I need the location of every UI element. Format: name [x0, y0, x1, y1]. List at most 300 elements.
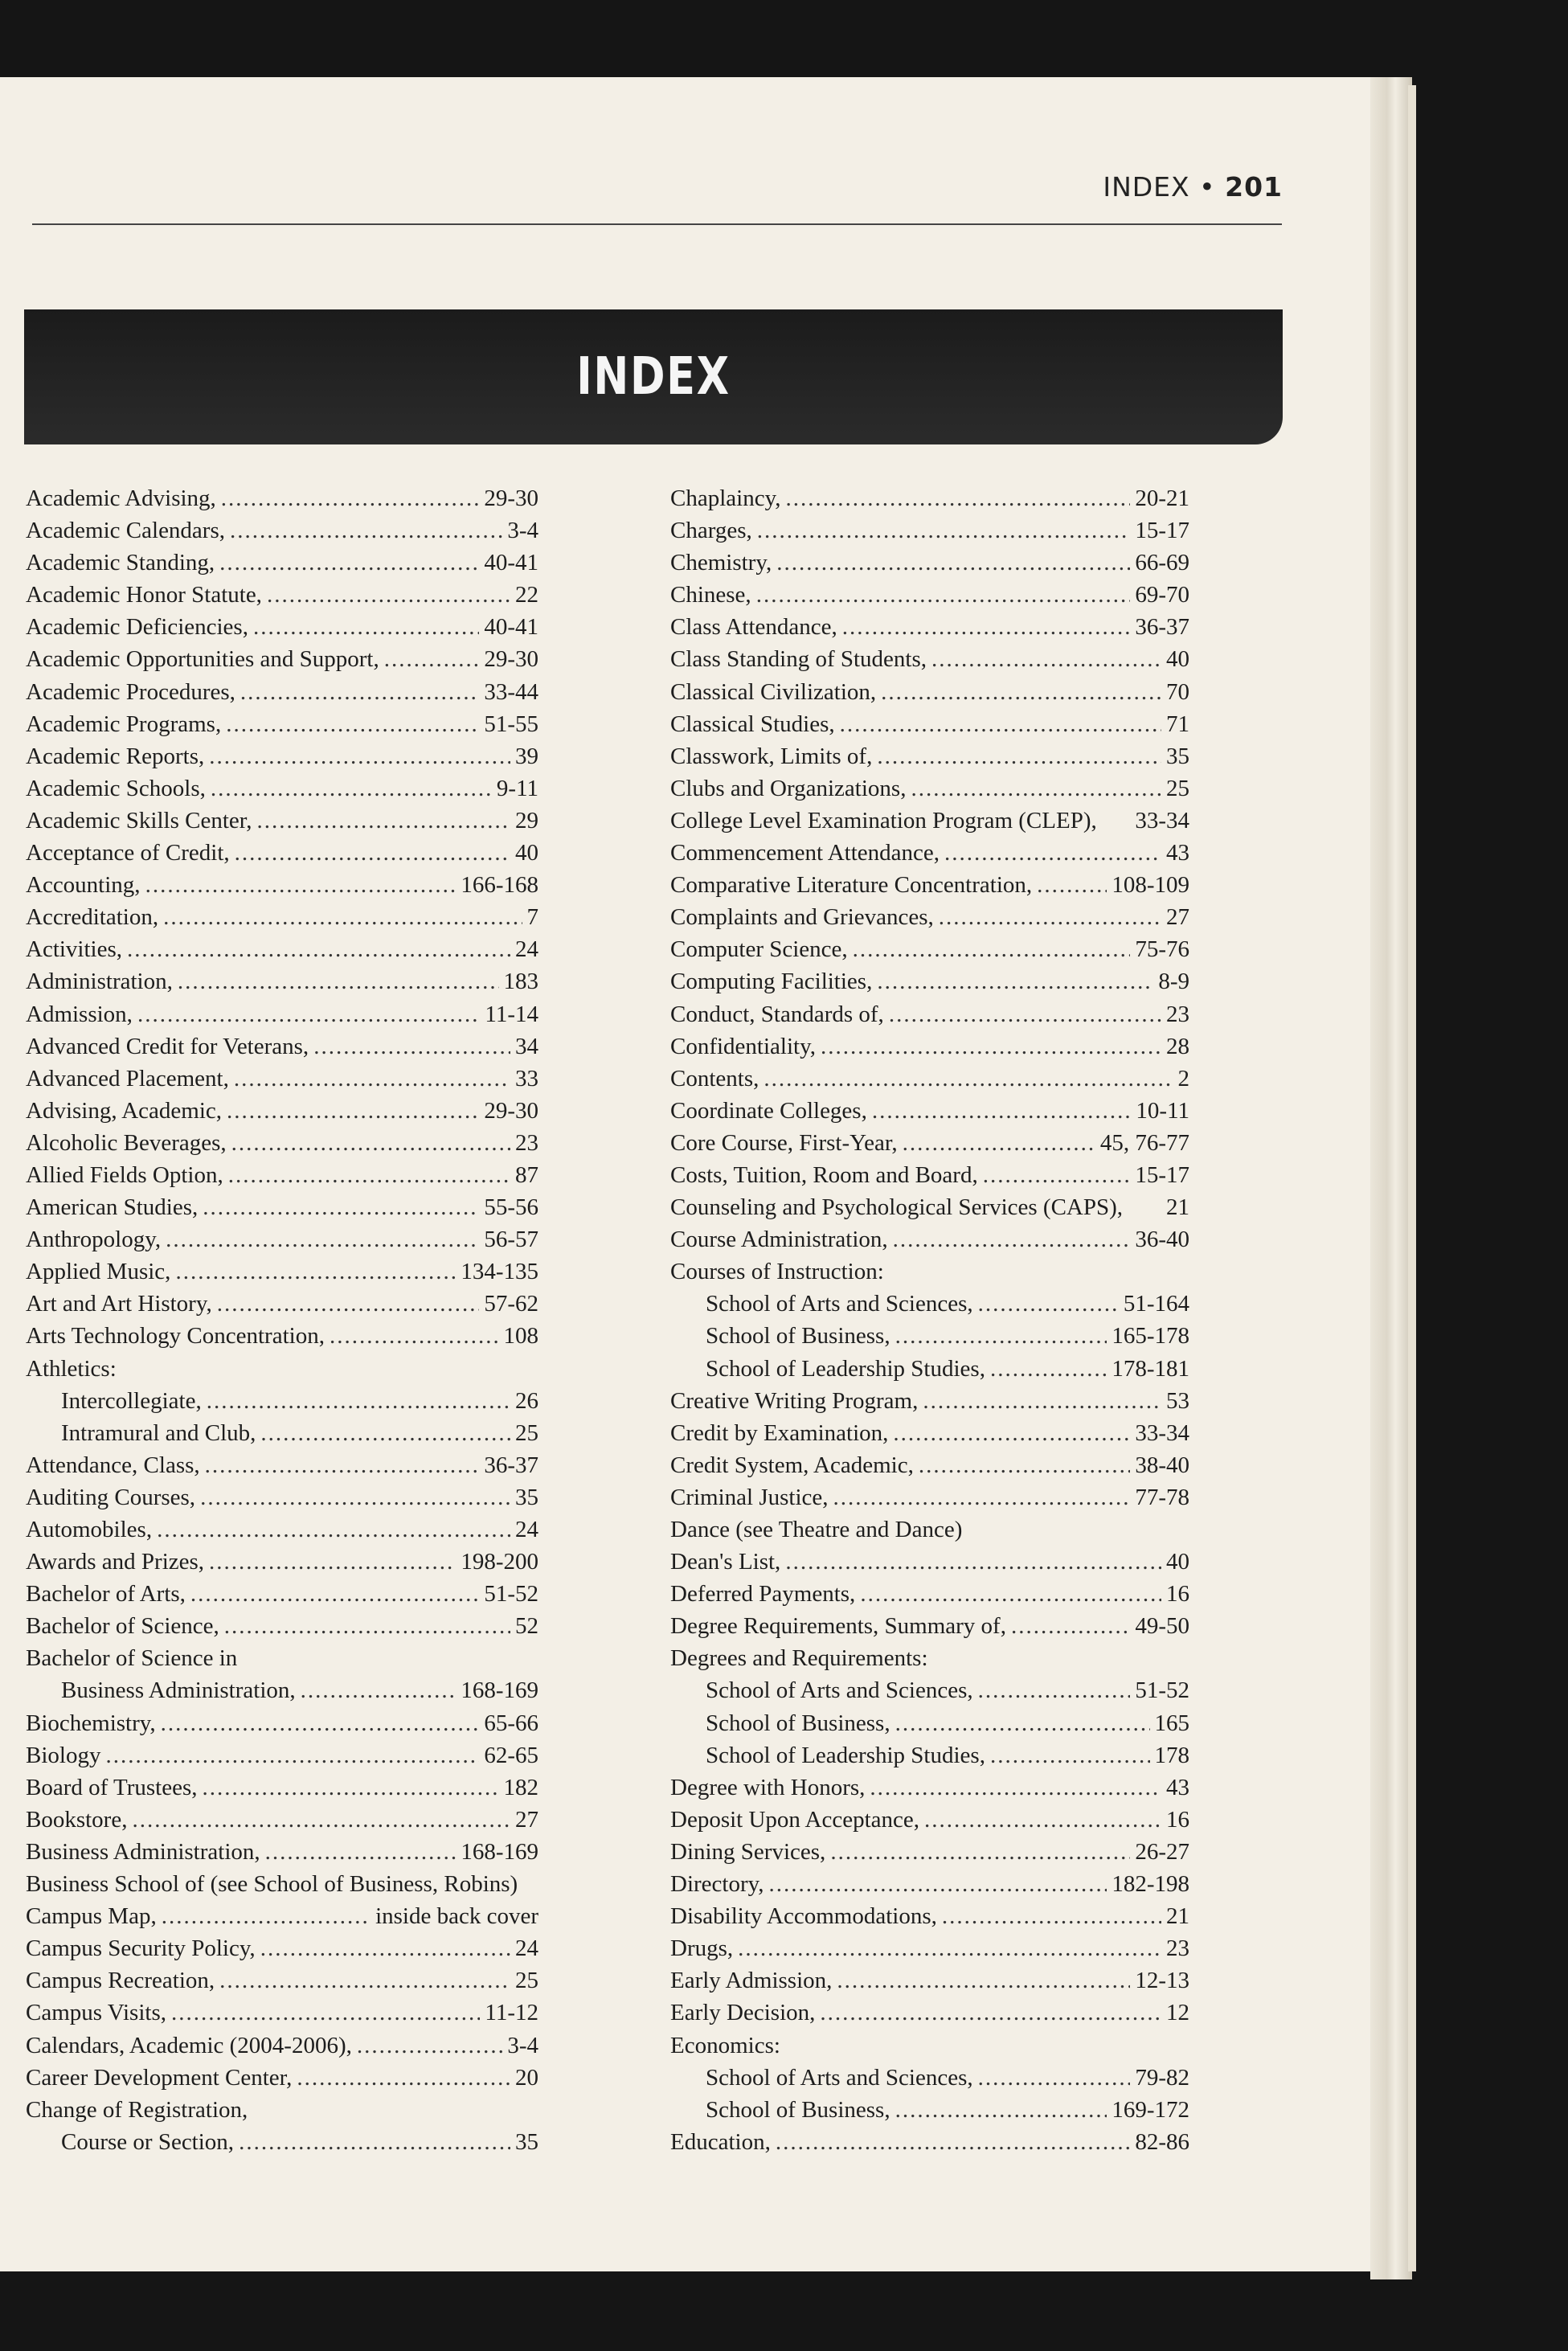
index-entry	[26, 550, 538, 582]
index-term: Board of Trustees,	[26, 1774, 198, 1800]
index-pages: 12-13	[1135, 1968, 1189, 1994]
index-entry	[670, 1194, 1189, 1227]
index-pages: 40	[515, 840, 538, 866]
dot-leader	[265, 1839, 456, 1866]
index-entry	[670, 1452, 1189, 1485]
dot-leader	[919, 1452, 1130, 1479]
index-term: Admission,	[26, 1001, 133, 1027]
dot-leader	[235, 840, 510, 866]
index-term: Athletics:	[26, 1355, 117, 1382]
index-term: American Studies,	[26, 1194, 199, 1221]
index-pages: 56-57	[484, 1227, 538, 1253]
index-entry	[670, 969, 1189, 1001]
index-pages: 33-34	[1135, 1419, 1189, 1446]
index-term: Counseling and Psychological Services (CAPS),	[670, 1194, 1124, 1221]
index-entry	[670, 1710, 1189, 1743]
dot-leader	[357, 2033, 502, 2059]
dot-leader	[209, 743, 510, 770]
index-entry	[26, 1549, 538, 1581]
dot-leader	[881, 679, 1161, 706]
index-term: Chaplaincy,	[670, 485, 781, 511]
dot-leader	[853, 936, 1131, 963]
index-term: Anthropology,	[26, 1227, 162, 1253]
index-term: Academic Calendars,	[26, 518, 226, 544]
index-entry	[26, 614, 538, 646]
index-term: School of Arts and Sciences,	[706, 1291, 973, 1317]
index-pages: 168-169	[461, 1677, 538, 1704]
index-entry	[670, 1034, 1189, 1066]
index-entry	[670, 1871, 1189, 1903]
index-pages: 25	[515, 1968, 538, 1994]
index-term: Computing Facilities,	[670, 969, 873, 995]
index-term: Intercollegiate,	[61, 1387, 202, 1414]
index-pages: 26	[515, 1387, 538, 1414]
page-edge-inner	[1408, 85, 1416, 2271]
dot-leader	[240, 679, 479, 706]
index-pages: 165	[1154, 1710, 1189, 1736]
page-edge	[1370, 77, 1412, 2279]
index-entry	[670, 1645, 1189, 1677]
dot-leader	[785, 485, 1130, 512]
index-term: Computer Science,	[670, 936, 848, 963]
dot-leader	[776, 2129, 1131, 2156]
index-entry	[670, 518, 1189, 550]
dot-leader	[776, 550, 1130, 576]
index-entry	[26, 2033, 538, 2065]
index-entry	[26, 2097, 538, 2129]
index-term: Acceptance of Credit,	[26, 840, 230, 866]
index-entry	[26, 485, 538, 518]
dot-leader	[840, 711, 1161, 738]
index-pages: 36-37	[484, 1452, 538, 1478]
index-entry	[26, 711, 538, 743]
index-term: College Level Examination Program (CLEP),	[670, 807, 1097, 833]
index-term: Directory,	[670, 1871, 764, 1898]
index-pages: 40	[1166, 1549, 1189, 1575]
index-entry	[670, 840, 1189, 872]
index-term: Biochemistry,	[26, 1710, 156, 1736]
dot-leader	[163, 904, 522, 931]
index-pages: 108	[503, 1323, 538, 1350]
index-entry	[670, 904, 1189, 936]
index-entry	[670, 711, 1189, 743]
index-entry	[26, 872, 538, 904]
index-entry	[26, 1066, 538, 1098]
index-entry	[670, 1743, 1189, 1775]
index-pages: 25	[515, 1419, 538, 1446]
index-entry	[26, 1613, 538, 1645]
index-pages: 51-164	[1123, 1291, 1189, 1317]
index-term: Dining Services,	[670, 1838, 826, 1865]
banner-title: INDEX	[576, 347, 731, 407]
index-column-left	[26, 485, 538, 2161]
dot-leader	[157, 1517, 510, 1543]
dot-leader	[205, 1452, 480, 1479]
index-term: School of Business,	[706, 1710, 890, 1736]
index-term: School of Leadership Studies,	[706, 1355, 985, 1382]
index-entry	[26, 1356, 538, 1388]
index-entry	[670, 582, 1189, 614]
index-entry	[670, 1130, 1189, 1162]
dot-leader	[178, 969, 499, 995]
index-pages: 9-11	[496, 775, 538, 801]
index-term: Criminal Justice,	[670, 1484, 829, 1510]
index-term: Early Admission,	[670, 1968, 833, 1994]
index-term: Dean's List,	[670, 1549, 781, 1575]
index-entry	[670, 1001, 1189, 1034]
index-pages: 23	[1166, 1001, 1189, 1027]
dot-leader	[756, 582, 1131, 608]
index-entry	[670, 936, 1189, 969]
index-pages: 182	[503, 1774, 538, 1800]
index-term: School of Arts and Sciences,	[706, 2064, 973, 2091]
index-entry	[670, 1066, 1189, 1098]
index-term: Academic Programs,	[26, 711, 222, 737]
index-entry	[670, 1227, 1189, 1259]
index-pages: 168-169	[461, 1838, 538, 1865]
index-pages: 43	[1166, 840, 1189, 866]
index-term: Academic Schools,	[26, 775, 206, 801]
index-entry	[670, 1356, 1189, 1388]
index-pages: 23	[515, 1129, 538, 1156]
index-entry	[670, 1517, 1189, 1549]
dot-leader	[211, 776, 492, 802]
dot-leader	[895, 2097, 1107, 2124]
index-pages: 27	[1166, 904, 1189, 931]
index-pages: 178	[1154, 1742, 1189, 1768]
index-term: School of Business,	[706, 2096, 890, 2123]
index-pages: 10-11	[1136, 1097, 1189, 1124]
index-banner	[24, 309, 1283, 444]
index-term: School of Leadership Studies,	[706, 1742, 985, 1768]
index-entry	[26, 1291, 538, 1323]
index-entry	[670, 808, 1189, 840]
dot-leader	[978, 1291, 1119, 1317]
dot-leader	[219, 550, 479, 576]
index-term: Education,	[670, 2128, 771, 2155]
index-entry	[670, 872, 1189, 904]
index-entry	[26, 1098, 538, 1130]
dot-leader	[757, 518, 1131, 544]
index-entry	[670, 776, 1189, 808]
index-pages: 22	[515, 582, 538, 608]
index-term: Administration,	[26, 969, 173, 995]
index-pages: 51-55	[484, 711, 538, 737]
index-pages: 36-37	[1135, 614, 1189, 641]
index-entry	[670, 485, 1189, 518]
index-entry	[26, 1645, 538, 1677]
index-entry	[670, 614, 1189, 646]
index-entry	[26, 1903, 538, 1935]
dot-leader	[161, 1710, 480, 1737]
index-pages: 20-21	[1135, 485, 1189, 511]
dot-leader	[893, 1227, 1131, 1253]
index-pages: 12	[1166, 2000, 1189, 2026]
index-entry	[670, 1968, 1189, 2000]
index-entry	[26, 2000, 538, 2032]
dot-leader	[877, 743, 1161, 770]
index-term: Bachelor of Arts,	[26, 1581, 186, 1608]
dot-leader	[911, 776, 1161, 802]
index-pages: 7	[526, 904, 538, 931]
index-entry	[26, 904, 538, 936]
index-term: Deferred Payments,	[670, 1581, 856, 1608]
index-entry	[26, 969, 538, 1001]
index-pages: 29-30	[484, 485, 538, 511]
index-pages: 198-200	[461, 1549, 538, 1575]
index-entry	[670, 1098, 1189, 1130]
index-term: Accounting,	[26, 872, 141, 899]
dot-leader	[821, 1034, 1161, 1060]
index-pages: 29-30	[484, 646, 538, 673]
dot-leader	[219, 1968, 510, 1994]
index-pages: 3-4	[507, 518, 538, 544]
dot-leader	[209, 1549, 456, 1575]
index-term: Academic Standing,	[26, 550, 215, 576]
index-pages: 65-66	[484, 1710, 538, 1736]
index-term: Awards and Prizes,	[26, 1549, 205, 1575]
index-pages: 69-70	[1135, 582, 1189, 608]
index-pages: 43	[1166, 1774, 1189, 1800]
index-pages: 71	[1166, 711, 1189, 737]
index-entry	[26, 1743, 538, 1775]
index-term: Academic Deficiencies,	[26, 614, 248, 641]
index-term: Charges,	[670, 518, 752, 544]
dot-leader	[132, 1807, 510, 1833]
index-entry	[26, 1162, 538, 1194]
index-term: Applied Music,	[26, 1259, 171, 1285]
dot-leader	[175, 1259, 456, 1285]
dot-leader	[820, 2000, 1161, 2026]
index-term: Advanced Placement,	[26, 1065, 229, 1092]
dot-leader	[221, 485, 480, 512]
index-entry	[670, 1162, 1189, 1194]
index-pages: 108-109	[1112, 872, 1189, 899]
index-pages: 24	[515, 936, 538, 963]
index-pages: 49-50	[1135, 1613, 1189, 1640]
index-pages: 25	[1166, 775, 1189, 801]
index-entry	[26, 679, 538, 711]
dot-leader	[738, 1935, 1161, 1962]
index-term: Deposit Upon Acceptance,	[670, 1806, 920, 1833]
dot-leader	[224, 1613, 510, 1640]
index-term: Academic Procedures,	[26, 678, 235, 705]
index-entry	[26, 808, 538, 840]
index-pages: 35	[515, 1484, 538, 1510]
index-entry	[26, 1839, 538, 1871]
dot-leader	[217, 1291, 480, 1317]
index-pages: 51-52	[1135, 1677, 1189, 1704]
index-term: Auditing Courses,	[26, 1484, 196, 1510]
dot-leader	[842, 614, 1131, 641]
index-term: Coordinate Colleges,	[670, 1097, 867, 1124]
index-term: Core Course, First-Year,	[670, 1129, 898, 1156]
index-term: Drugs,	[670, 1935, 734, 1962]
index-entry	[26, 1388, 538, 1420]
index-entry	[26, 2129, 538, 2161]
dot-leader	[260, 1935, 510, 1962]
index-entry	[26, 1420, 538, 1452]
index-term: Academic Reports,	[26, 743, 205, 769]
dot-leader	[768, 1871, 1107, 1898]
dot-leader	[889, 1001, 1161, 1028]
dot-leader	[145, 872, 456, 899]
index-term: Courses of Instruction:	[670, 1259, 884, 1285]
index-term: School of Business,	[706, 1323, 890, 1350]
dot-leader	[202, 1775, 498, 1801]
index-entry	[670, 2033, 1189, 2065]
dot-leader	[166, 1227, 479, 1253]
index-entry	[26, 1807, 538, 1839]
dot-leader	[978, 2065, 1131, 2091]
index-entry	[670, 1323, 1189, 1355]
dot-leader	[895, 1710, 1150, 1737]
index-term: Attendance, Class,	[26, 1452, 200, 1478]
dot-leader	[231, 1130, 510, 1157]
dot-leader	[872, 1098, 1132, 1124]
index-pages: 38-40	[1135, 1452, 1189, 1478]
index-entry	[26, 1581, 538, 1613]
index-term: Business Administration,	[61, 1677, 296, 1704]
index-term: Intramural and Club,	[61, 1419, 256, 1446]
index-pages: 26-27	[1135, 1838, 1189, 1865]
dot-leader	[990, 1743, 1150, 1769]
index-pages: 66-69	[1135, 550, 1189, 576]
index-pages: 169-172	[1112, 2096, 1189, 2123]
index-pages: 82-86	[1135, 2128, 1189, 2155]
index-pages: 16	[1166, 1581, 1189, 1608]
index-entry	[26, 936, 538, 969]
dot-leader	[944, 840, 1161, 866]
dot-leader	[384, 646, 480, 673]
index-entry	[670, 2097, 1189, 2129]
index-pages: 39	[515, 743, 538, 769]
index-entry	[26, 1710, 538, 1743]
index-entry	[26, 1968, 538, 2000]
index-entry	[26, 1517, 538, 1549]
index-pages: 28	[1166, 1033, 1189, 1059]
index-term: Campus Map,	[26, 1903, 157, 1930]
index-pages: 11-14	[485, 1001, 538, 1027]
index-pages: 165-178	[1112, 1323, 1189, 1350]
index-pages: 87	[515, 1161, 538, 1188]
index-pages: 40-41	[484, 614, 538, 641]
index-entry	[26, 776, 538, 808]
dot-leader	[330, 1323, 499, 1350]
index-entry	[26, 1259, 538, 1291]
dot-leader	[226, 711, 479, 738]
index-entry	[670, 2000, 1189, 2032]
dot-leader	[942, 1903, 1161, 1930]
dot-leader	[228, 1162, 510, 1189]
index-entry	[26, 646, 538, 678]
dot-leader	[895, 1323, 1107, 1350]
index-entry	[26, 1677, 538, 1710]
index-column-right	[670, 485, 1189, 2161]
dot-leader	[137, 1001, 480, 1028]
index-pages: 35	[515, 2128, 538, 2155]
dot-leader	[230, 518, 502, 544]
index-pages: 24	[515, 1935, 538, 1962]
index-entry	[26, 840, 538, 872]
dot-leader	[877, 969, 1153, 995]
index-term: Advanced Credit for Veterans,	[26, 1033, 309, 1059]
index-term: Academic Honor Statute,	[26, 582, 262, 608]
index-term: Chinese,	[670, 582, 751, 608]
index-entry	[670, 1420, 1189, 1452]
index-term: Class Standing of Students,	[670, 646, 927, 673]
index-term: Bachelor of Science,	[26, 1613, 219, 1640]
index-pages: 62-65	[484, 1742, 538, 1768]
index-entry	[26, 1485, 538, 1517]
index-term: Commencement Attendance,	[670, 840, 940, 866]
dot-leader	[870, 1775, 1161, 1801]
index-term: Course Administration,	[670, 1227, 888, 1253]
dot-leader	[171, 2000, 480, 2026]
index-term: Comparative Literature Concentration,	[670, 872, 1033, 899]
dot-leader	[833, 1485, 1131, 1511]
index-pages: 29	[515, 807, 538, 833]
index-entry	[26, 1227, 538, 1259]
dot-leader	[893, 1420, 1130, 1447]
header-rule	[32, 223, 1282, 225]
index-entry	[670, 1807, 1189, 1839]
dot-leader	[860, 1581, 1161, 1608]
dot-leader	[983, 1162, 1131, 1189]
index-pages: 77-78	[1135, 1484, 1189, 1510]
index-pages: 53	[1166, 1387, 1189, 1414]
index-term: Academic Advising,	[26, 485, 216, 511]
index-term: Conduct, Standards of,	[670, 1001, 884, 1027]
index-entry	[26, 1323, 538, 1355]
dot-leader	[1011, 1613, 1130, 1640]
dot-leader	[234, 1066, 510, 1092]
index-entry	[670, 1581, 1189, 1613]
index-pages: 33-34	[1135, 807, 1189, 833]
index-term: Degrees and Requirements:	[670, 1645, 928, 1672]
index-term: Arts Technology Concentration,	[26, 1323, 325, 1350]
index-entry	[670, 1485, 1189, 1517]
index-entry	[26, 582, 538, 614]
index-pages: 2	[1177, 1065, 1189, 1092]
index-term: Bookstore,	[26, 1806, 128, 1833]
index-term: Credit by Examination,	[670, 1419, 889, 1446]
index-term: Biology	[26, 1742, 101, 1768]
dot-leader	[239, 2129, 510, 2156]
index-entry	[670, 2129, 1189, 2161]
index-pages: 166-168	[461, 872, 538, 899]
index-entry	[26, 2065, 538, 2097]
index-pages: 183	[503, 969, 538, 995]
index-entry	[670, 1903, 1189, 1935]
index-pages: 33	[515, 1065, 538, 1092]
dot-leader	[200, 1485, 510, 1511]
index-term: Chemistry,	[670, 550, 772, 576]
index-term: Activities,	[26, 936, 123, 963]
index-term: Course or Section,	[61, 2128, 235, 2155]
index-entry	[670, 743, 1189, 776]
index-pages: 15-17	[1135, 518, 1189, 544]
index-pages: 16	[1166, 1806, 1189, 1833]
index-term: Credit System, Academic,	[670, 1452, 914, 1478]
index-term: Academic Skills Center,	[26, 807, 252, 833]
index-term: School of Arts and Sciences,	[706, 1677, 973, 1704]
index-entry	[26, 1871, 538, 1903]
index-entry	[670, 646, 1189, 678]
index-pages: 36-40	[1135, 1227, 1189, 1253]
index-term: Confidentiality,	[670, 1033, 816, 1059]
index-pages: 21	[1166, 1903, 1189, 1930]
